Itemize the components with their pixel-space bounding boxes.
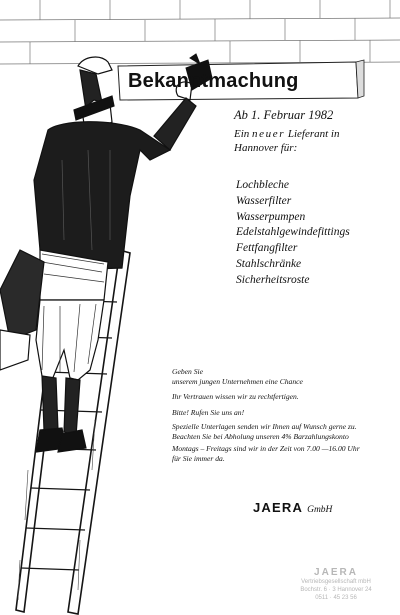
product-item: Fettfangfilter	[236, 242, 298, 255]
company-stamp	[278, 567, 394, 602]
product-item: Stahlschränke	[236, 257, 302, 270]
worker	[0, 57, 196, 452]
company-signature	[253, 499, 332, 517]
body-line-8: für Sie immer da.	[172, 454, 225, 463]
body-line-3: Ihr Vertrauen wissen wir zu rechtfertigen.	[172, 392, 299, 401]
body-line-1: Geben Sie	[172, 367, 203, 376]
product-item: Wasserpumpen	[236, 210, 306, 223]
intro-line-2: Hannover für:	[234, 142, 298, 154]
product-list	[236, 178, 350, 289]
company-name: JAERA	[253, 500, 304, 515]
product-item: Sicherheitsroste	[236, 273, 310, 286]
stamp-line-2: Bochstr. 6 · 3 Hannover 24	[300, 587, 372, 593]
body-line-4: Bitte! Rufen Sie uns an!	[172, 408, 245, 417]
body-line-6: Beachten Sie bei Abholung unseren 4% Barzahlungskonto	[172, 432, 349, 441]
body-line-2: unserem jungen Unternehmen eine Chance	[172, 377, 303, 386]
product-item: Lochbleche	[236, 179, 290, 191]
intro-prefix: Ein	[234, 128, 250, 140]
intro-suffix: Lieferant in	[287, 128, 340, 140]
intro-emphasis: neuer	[252, 128, 286, 140]
stamp-line-3: 0511 · 45 23 56	[315, 595, 357, 601]
date-line: Ab 1. Februar 1982	[234, 108, 334, 122]
product-item: Edelstahlgewindefittings	[236, 226, 350, 239]
poster-title: Bekanntmachung	[128, 70, 299, 92]
stamp-name: JAERA	[314, 567, 358, 578]
brick-wall	[0, 0, 400, 64]
body-line-5: Spezielle Unterlagen senden wir Ihnen auf Wunsch gerne zu.	[172, 422, 357, 431]
intro-line	[234, 128, 339, 140]
product-item: Wasserfilter	[236, 194, 292, 207]
body-line-7: Montags – Freitags sind wir in der Zeit von 7.00 —16.00 Uhr	[172, 444, 360, 453]
stamp-line-1: Vertriebsgesellschaft mbH	[301, 579, 371, 585]
company-legal-form: GmbH	[307, 505, 333, 515]
